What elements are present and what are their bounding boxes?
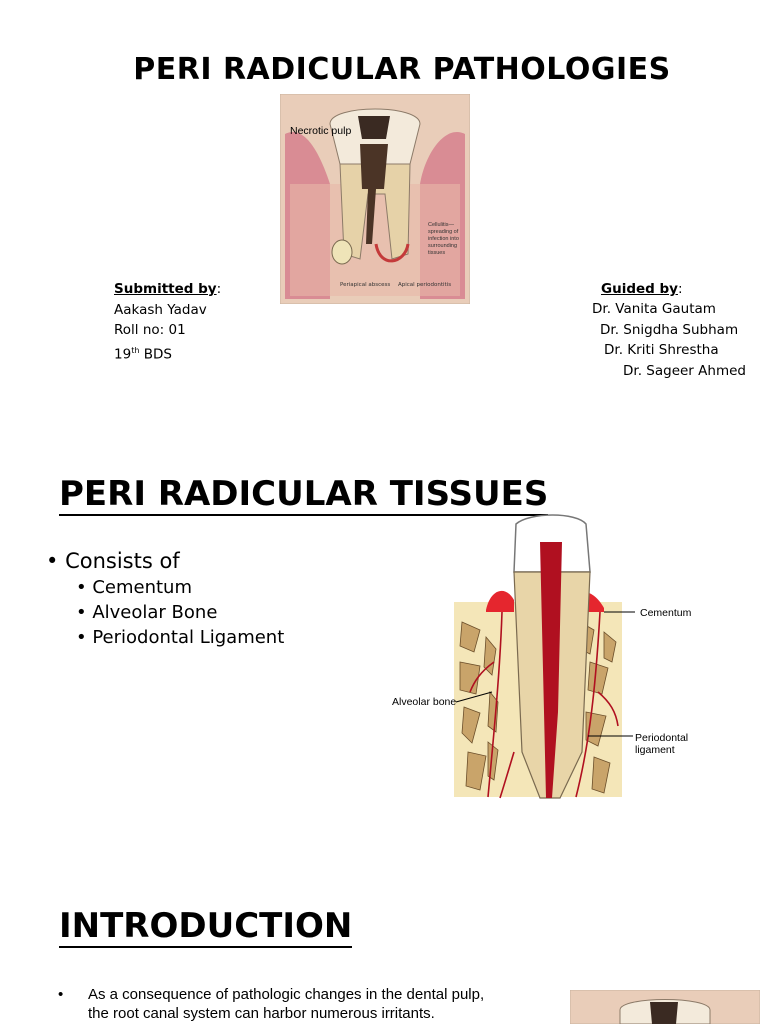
intro-bullet-marker: • (58, 986, 64, 1003)
guided-by-heading: Guided by (601, 281, 678, 297)
slide2-title: PERI RADICULAR TISSUES (59, 474, 549, 514)
guided-by-heading-line: Guided by: (601, 281, 683, 297)
student-name: Aakash Yadav (114, 301, 207, 318)
submitted-by-heading: Submitted by (114, 281, 217, 297)
label-periapical-abscess: Periapical abscess (340, 282, 391, 288)
subbullet-item: • Cementum (76, 577, 193, 598)
label-cellulitis: Cellulitis—spreading of infection into surrounding tissues (428, 222, 459, 256)
subbullet-item: • Alveolar Bone (76, 602, 218, 623)
label-periodontal: Periodontal (635, 732, 689, 744)
tooth-pathology-illustration (280, 94, 470, 304)
label-ligament: ligament (635, 744, 675, 756)
roll-number: Roll no: 01 (114, 322, 186, 338)
label-apical-periodontitis: Apical periodontitis (398, 282, 452, 288)
subbullet-item: • Periodontal Ligament (76, 627, 285, 648)
intro-paragraph: As a consequence of pathologic changes in the dental pulp, the root canal system can harbor numerous irritants. (88, 986, 485, 1022)
label-alveolar-bone: Alveolar bone (392, 696, 457, 708)
bullet-consists-of: • Consists of (46, 549, 180, 573)
periradicular-tissue-diagram (390, 512, 710, 802)
guide-name: Dr. Kriti Shrestha (604, 342, 719, 358)
label-cementum: Cementum (640, 607, 692, 619)
label-necrotic-pulp: Necrotic pulp (290, 125, 352, 137)
submitted-by-block: Submitted by: Aakash Yadav Roll no: 01 19th BDS (114, 279, 221, 365)
guide-name: Dr. Sageer Ahmed (623, 363, 746, 379)
batch-year: 19th BDS (114, 345, 172, 362)
guide-name: Dr. Vanita Gautam (592, 301, 716, 317)
slide3-title: INTRODUCTION (59, 906, 353, 946)
slide1-title: PERI RADICULAR PATHOLOGIES (133, 52, 671, 87)
guide-name: Dr. Snigdha Subham (600, 322, 739, 338)
tooth-thumbnail-image (570, 990, 760, 1024)
